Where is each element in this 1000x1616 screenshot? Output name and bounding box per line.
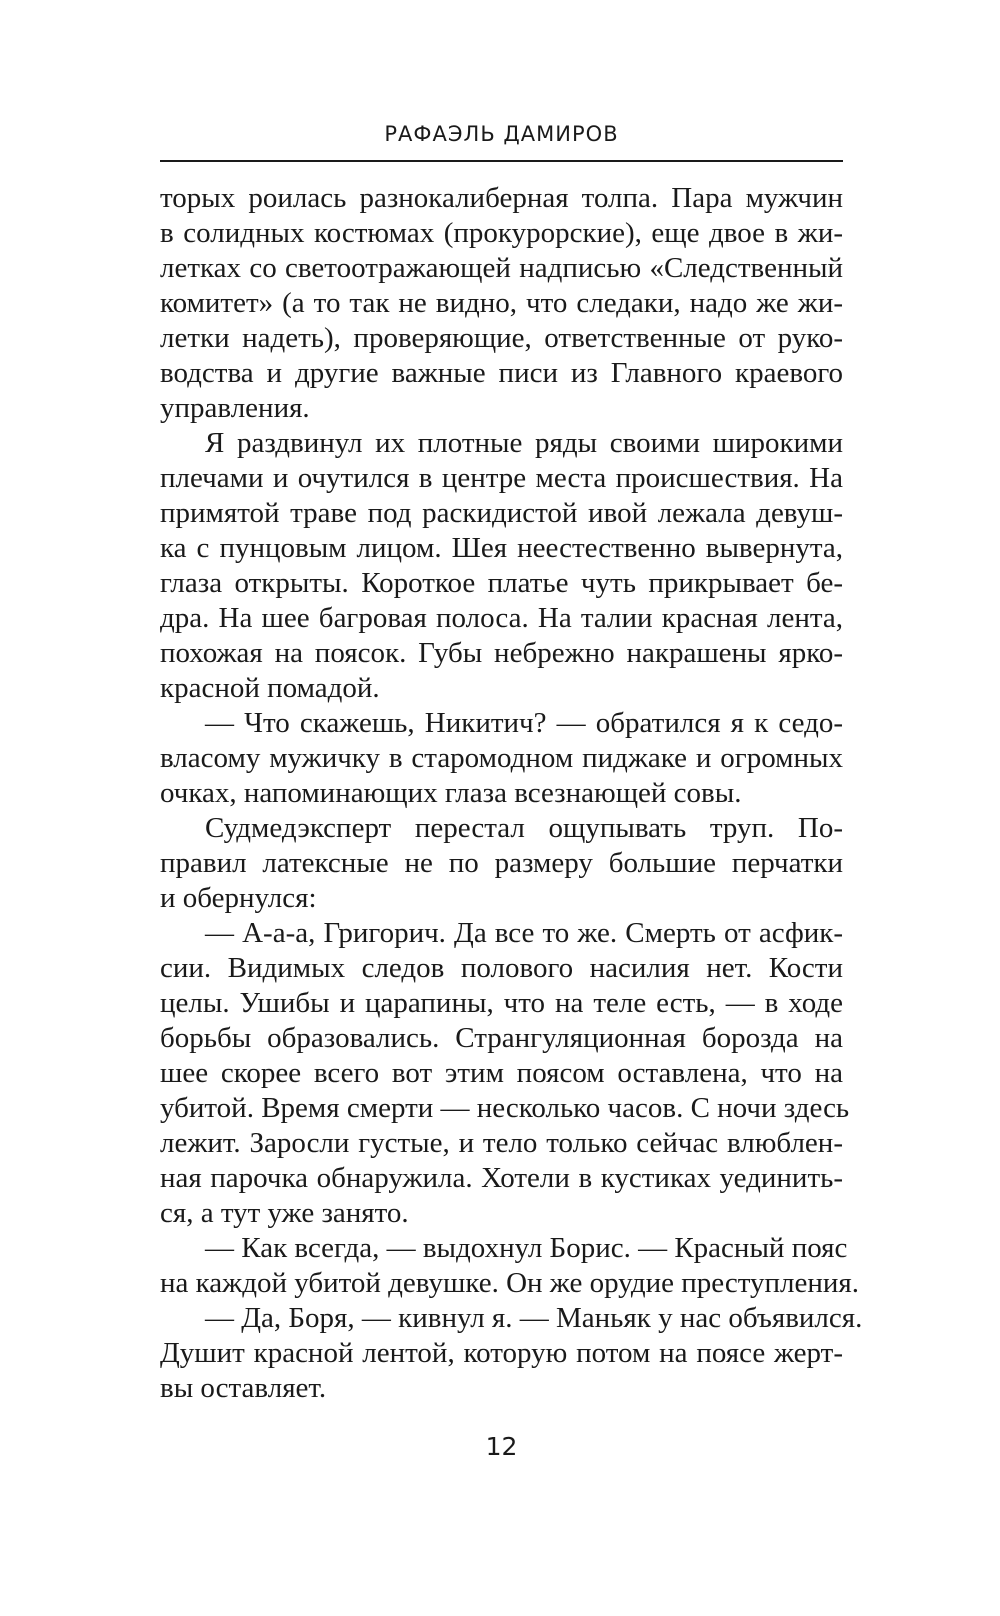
text-line: правил латексные не по размеру большие перчатки (160, 847, 843, 879)
header-rule (160, 160, 843, 162)
text-line: красной помадой. (160, 672, 380, 704)
text-line: глаза открыты. Короткое платье чуть прикрывает бе- (160, 567, 843, 599)
text-line: — Как всегда, — выдохнул Борис. — Красный пояс (205, 1232, 848, 1264)
text-line: комитет» (а то так не видно, что следаки, надо же жи- (160, 287, 843, 319)
text-line: торых роилась разнокалиберная толпа. Пара мужчин (160, 182, 843, 214)
paragraph (160, 1301, 863, 1406)
paragraph (160, 181, 843, 426)
page-number: 12 (485, 1432, 518, 1461)
text-line: ся, а тут уже занято. (160, 1197, 409, 1229)
paragraph (160, 811, 843, 916)
text-line: в солидных костюмах (прокурорские), еще двое в жи- (160, 217, 843, 249)
text-line: власому мужичку в старомодном пиджаке и огромных (160, 742, 843, 774)
text-line: вы оставляет. (160, 1372, 327, 1404)
text-line: — А-а-а, Григорич. Да все то же. Смерть от асфик- (205, 917, 843, 949)
text-line: сии. Видимых следов полового насилия нет. Кости (160, 952, 843, 984)
text-line: — Что скажешь, Никитич? — обратился я к седо- (205, 707, 843, 739)
text-line: летках со светоотражающей надписью «Следственный (160, 252, 843, 284)
text-line: плечами и очутился в центре места происшествия. На (160, 462, 843, 494)
text-line: и обернулся: (160, 882, 317, 914)
text-line: летки надеть), проверяющие, ответственные от руко- (160, 322, 843, 354)
text-line: ка с пунцовым лицом. Шея неестественно вывернута, (160, 532, 843, 564)
text-line: примятой траве под раскидистой ивой лежала девуш- (160, 497, 843, 529)
text-line: управления. (160, 392, 310, 424)
text-line: похожая на поясок. Губы небрежно накрашены ярко- (160, 637, 843, 669)
text-line: Душит красной лентой, которую потом на поясе жерт- (160, 1337, 843, 1369)
text-line: Я раздвинул их плотные ряды своими широкими (205, 427, 843, 459)
paragraph (160, 1231, 860, 1301)
text-line: целы. Ушибы и царапины, что на теле есть, — в ходе (160, 987, 843, 1019)
text-line: очках, напоминающих глаза всезнающей совы. (160, 777, 742, 809)
body-text (160, 181, 863, 1406)
text-line: водства и другие важные писи из Главного краевого (160, 357, 843, 389)
paragraph (160, 916, 850, 1231)
text-line: борьбы образовались. Странгуляционная борозда на (160, 1022, 843, 1054)
text-line: убитой. Время смерти — несколько часов. С ночи здесь (160, 1092, 850, 1124)
text-line: — Да, Боря, — кивнул я. — Маньяк у нас объявился. (205, 1302, 863, 1334)
paragraph (160, 706, 843, 811)
text-line: шее скорее всего вот этим поясом оставлена, что на (160, 1057, 843, 1089)
text-line: Судмедэксперт перестал ощупывать труп. По- (205, 812, 843, 844)
text-line: ная парочка обнаружила. Хотели в кустиках уединить- (160, 1162, 843, 1194)
running-head-author: РАФАЭЛЬ ДАМИРОВ (384, 122, 619, 146)
text-line: на каждой убитой девушке. Он же орудие преступления. (160, 1267, 860, 1299)
text-line: лежит. Заросли густые, и тело только сейчас влюблен- (160, 1127, 843, 1159)
text-line: дра. На шее багровая полоса. На талии красная лента, (160, 602, 843, 634)
paragraph (160, 426, 843, 706)
